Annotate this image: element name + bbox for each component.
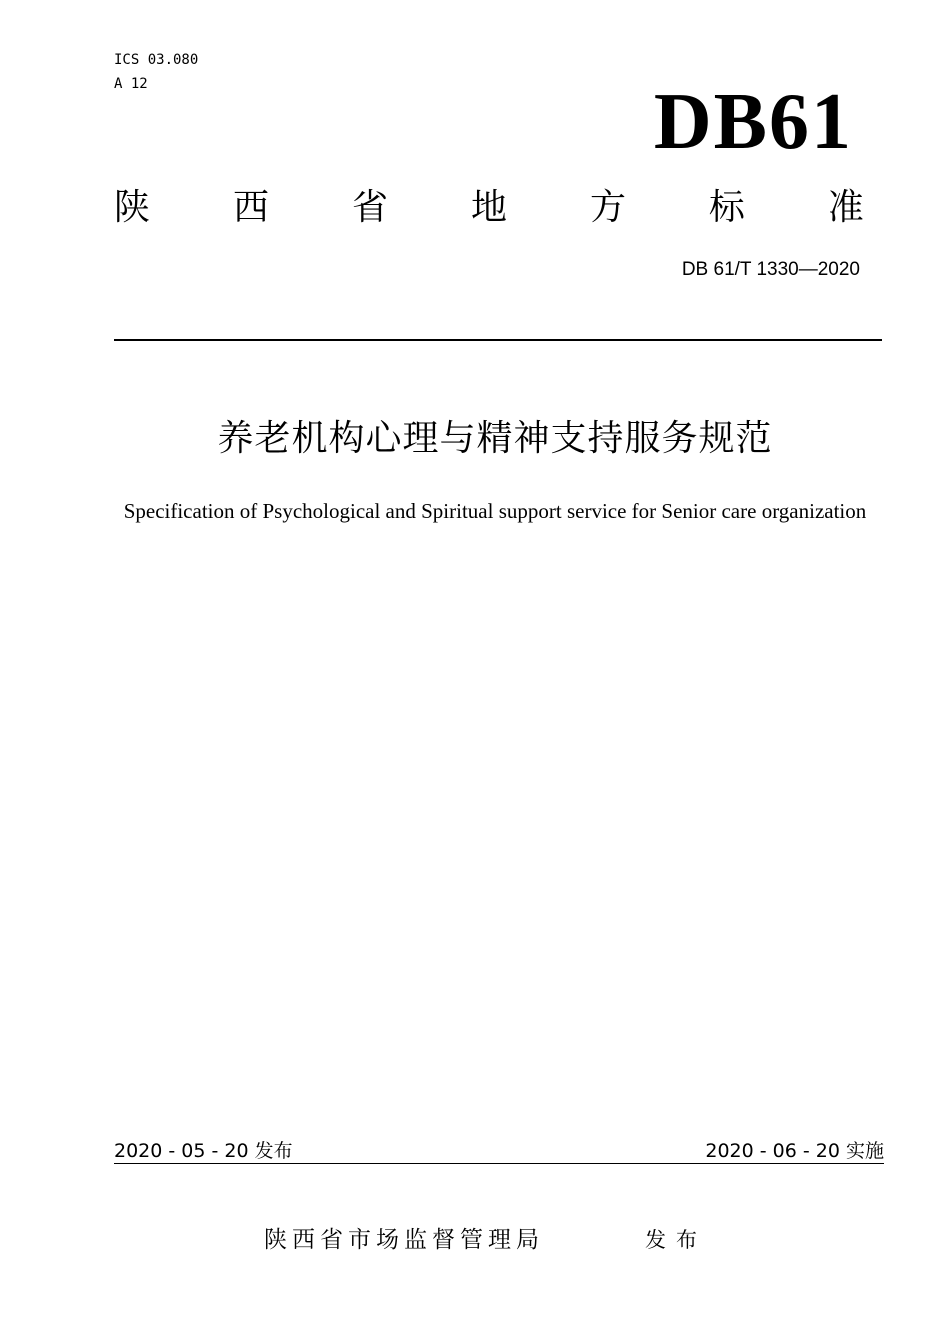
standard-logo: DB61: [653, 78, 853, 166]
release-date: 2020 - 05 - 20 发布: [114, 1140, 293, 1162]
implementation-date: 2020 - 06 - 20 实施: [705, 1140, 884, 1162]
ccs-code: A 12: [114, 76, 148, 92]
document-title-chinese: 养老机构心理与精神支持服务规范: [217, 418, 773, 459]
standard-type-char: 标: [708, 187, 745, 228]
standard-type-char: 方: [589, 187, 626, 228]
standard-type-char: 省: [351, 187, 388, 228]
standard-type: [114, 186, 864, 230]
ics-code: ICS 03.080: [114, 52, 199, 68]
classification-codes: [114, 48, 198, 96]
standard-type-char: 西: [232, 187, 269, 228]
standard-number: DB 61/T 1330—2020: [681, 259, 860, 280]
issue-label: 发布: [645, 1228, 707, 1252]
header-divider: [114, 339, 882, 341]
standard-type-char: 陕: [114, 187, 151, 228]
document-title-english: Specification of Psychological and Spiritual support service for Senior care organization: [123, 499, 867, 523]
standard-type-char: 准: [827, 187, 864, 228]
issuing-authority: 陕西省市场监督管理局: [264, 1227, 544, 1253]
footer-divider: [114, 1163, 884, 1164]
standard-type-char: 地: [470, 187, 507, 228]
